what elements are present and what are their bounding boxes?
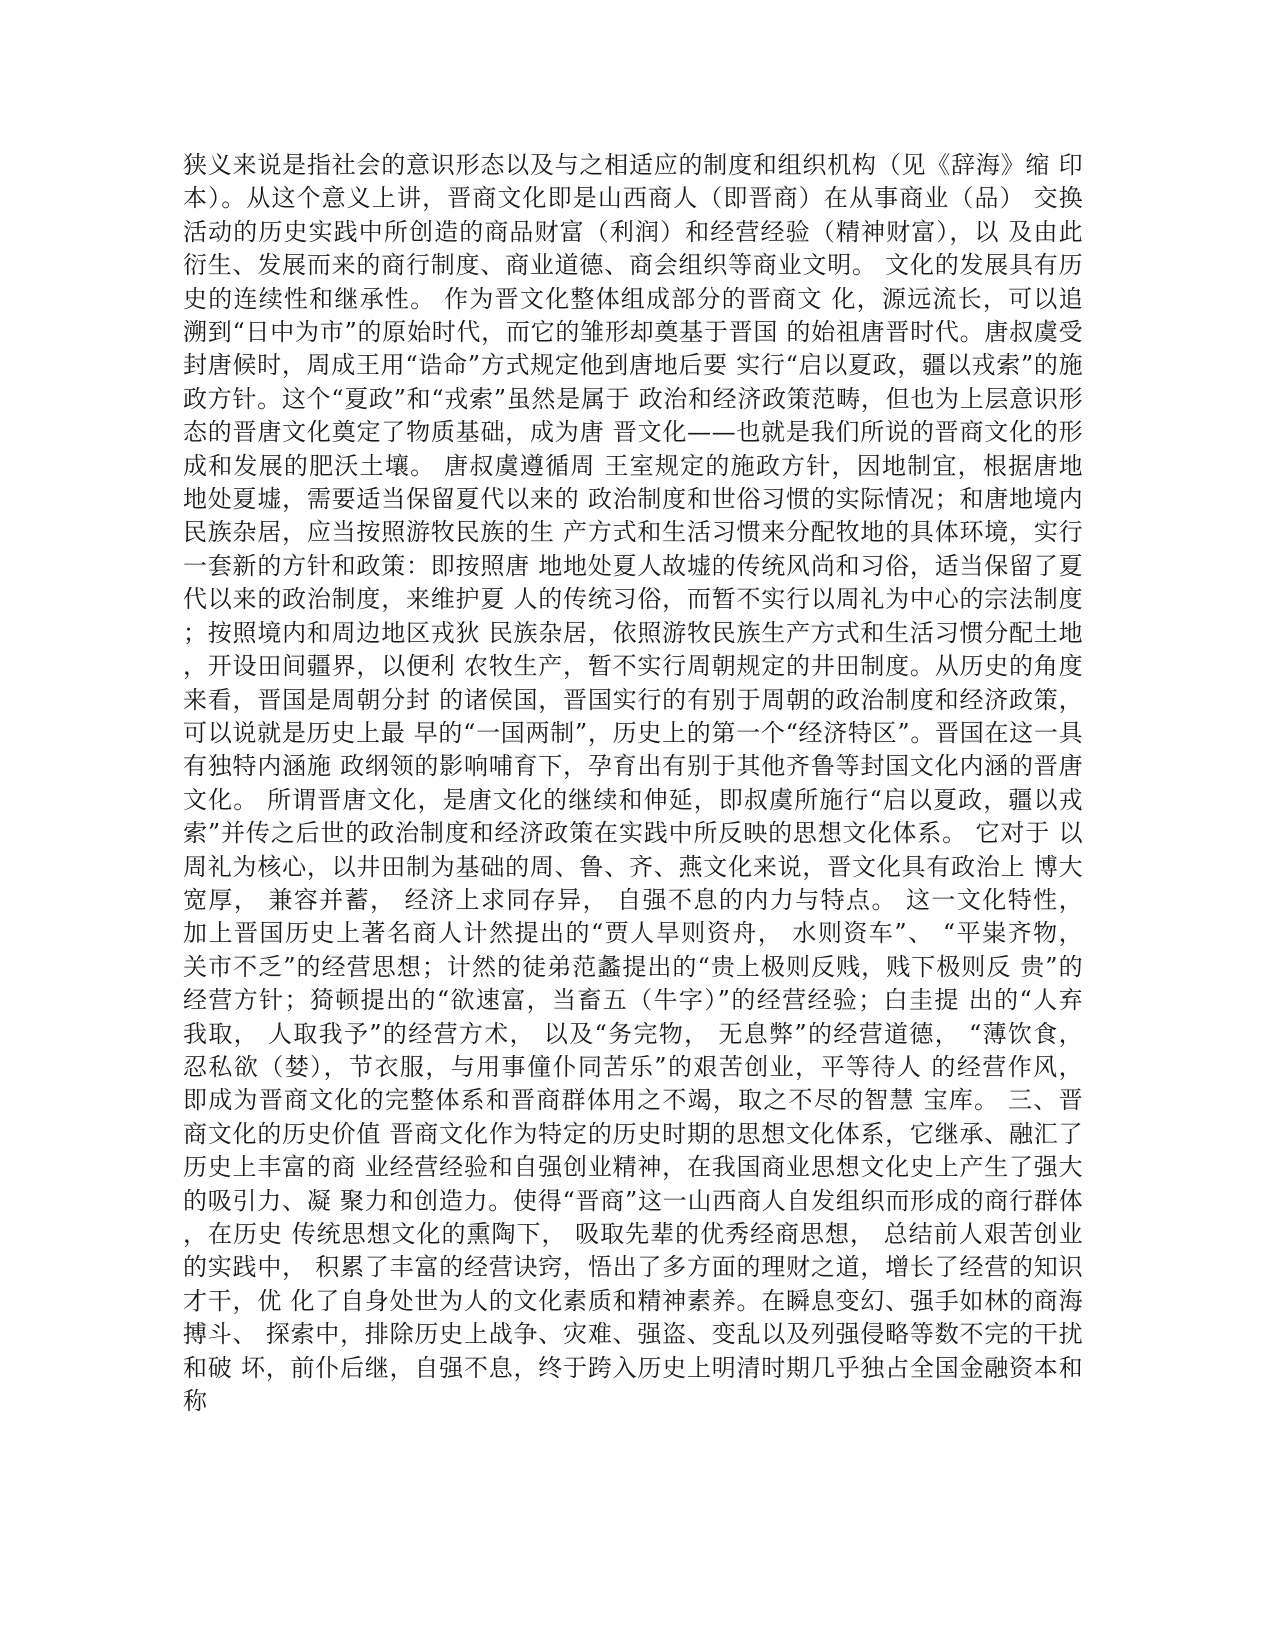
text-line: 历史上丰富的商 业经营经验和自强创业精神，在我国商业思想文化史上产生了强大 — [183, 1153, 1083, 1182]
text-line: ；按照境内和周边地区戎狄 民族杂居，依照游牧民族生产方式和生活习惯分配土地 — [183, 618, 1083, 647]
text-line: 一套新的方针和政策：即按照唐 地地处夏人故墟的传统风尚和习俗，适当保留了夏 — [183, 551, 1083, 580]
text-line: 和破 坏，前仆后继，自强不息，终于跨入历史上明清时期几乎独占全国金融资本和 — [183, 1353, 1083, 1382]
text-line: 有独特内涵施 政纲领的影响哺育下，孕育出有别于其他齐鲁等封国文化内涵的晋唐 — [183, 752, 1083, 781]
text-line: 政方针。这个“夏政”和“戎索”虽然是属于 政治和经济政策范畴，但也为上层意识形 — [183, 384, 1083, 413]
text-line: 文化。 所谓晋唐文化，是唐文化的继续和伸延，即叔虞所施行“启以夏政，疆以戎 — [183, 785, 1083, 814]
text-line: 地处夏墟，需要适当保留夏代以来的 政治制度和世俗习惯的实际情况；和唐地境内 — [183, 485, 1083, 514]
text-line: 狭义来说是指社会的意识形态以及与之相适应的制度和组织机构（见《辞海》缩 印 — [183, 151, 1083, 179]
text-line: 才干，优 化了自身处世为人的文化素质和精神素养。在瞬息变幻、强手如林的商海 — [183, 1286, 1083, 1315]
text-line: 即成为晋商文化的完整体系和晋商群体用之不竭，取之不尽的智慧 宝库。 三、晋 — [183, 1086, 1083, 1115]
text-line: 史的连续性和继承性。 作为晋文化整体组成部分的晋商文 化，源远流长，可以追 — [183, 284, 1083, 313]
text-line: 搏斗、 探索中，排除历史上战争、灾难、强盗、变乱以及列强侵略等数不完的干扰 — [183, 1320, 1083, 1349]
text-line: 经营方针；猗顿提出的“欲速富，当畜五（牛字）”的经营经验；白圭提 出的“人弃 — [183, 986, 1083, 1015]
text-line: 活动的历史实践中所创造的商品财富（利润）和经营经验（精神财富），以 及由此 — [183, 217, 1083, 246]
text-line: 成和发展的肥沃土壤。 唐叔虞遵循周 王室规定的施政方针，因地制宜，根据唐地 — [183, 451, 1083, 480]
text-line: ，开设田间疆界，以便利 农牧生产，暂不实行周朝规定的井田制度。从历史的角度 — [183, 652, 1083, 681]
text-line: 的吸引力、凝 聚力和创造力。使得“晋商”这一山西商人自发组织而形成的商行群体 — [183, 1186, 1083, 1215]
text-line: 封唐候时，周成王用“诰命”方式规定他到唐地后要 实行“启以夏政，疆以戎索”的施 — [183, 351, 1083, 380]
text-line: 本）。从这个意义上讲，晋商文化即是山西商人（即晋商）在从事商业（品） 交换 — [183, 184, 1083, 213]
text-line: 索”并传之后世的政治制度和经济政策在实践中所反映的思想文化体系。 它对于 以 — [183, 819, 1083, 848]
text-line: 态的晋唐文化奠定了物质基础，成为唐 晋文化——也就是我们所说的晋商文化的形 — [183, 418, 1083, 447]
body-text — [183, 149, 1083, 1418]
text-line: 衍生、发展而来的商行制度、商业道德、商会组织等商业文明。 文化的发展具有历 — [183, 251, 1083, 280]
text-line: 周礼为核心，以井田制为基础的周、鲁、齐、燕文化来说，晋文化具有政治上 博大 — [183, 852, 1083, 881]
text-line: 溯到“日中为市”的原始时代，而它的雏形却奠基于晋国 的始祖唐晋时代。唐叔虞受 — [183, 318, 1083, 347]
text-line: 民族杂居，应当按照游牧民族的生 产方式和生活习惯来分配牧地的具体环境，实行 — [183, 518, 1083, 547]
text-line: 关市不乏”的经营思想；计然的徒弟范蠡提出的“贵上极则反贱，贱下极则反 贵”的 — [183, 952, 1083, 981]
text-line: ，在历史 传统思想文化的熏陶下， 吸取先辈的优秀经商思想， 总结前人艰苦创业 — [183, 1220, 1083, 1248]
text-line: 称 — [183, 1387, 208, 1416]
text-line: 可以说就是历史上最 早的“一国两制”，历史上的第一个“经济特区”。晋国在这一具 — [183, 718, 1083, 747]
text-line: 商文化的历史价值 晋商文化作为特定的历史时期的思想文化体系，它继承、融汇了 — [183, 1119, 1083, 1148]
text-line: 加上晋国历史上著名商人计然提出的“贾人旱则资舟， 水则资车”、 “平粜齐物， — [183, 919, 1083, 948]
text-line: 我取， 人取我予”的经营方术， 以及“务完物， 无息弊”的经营道德， “薄饮食， — [183, 1019, 1083, 1048]
text-line: 代以来的政治制度，来维护夏 人的传统习俗，而暂不实行以周礼为中心的宗法制度 — [183, 585, 1083, 614]
text-line: 宽厚， 兼容并蓄， 经济上求同存异， 自强不息的内力与特点。 这一文化特性， — [183, 885, 1083, 914]
text-line: 的实践中， 积累了丰富的经营诀窍，悟出了多方面的理财之道，增长了经营的知识 — [183, 1253, 1083, 1282]
text-line: 来看，晋国是周朝分封 的诸侯国，晋国实行的有别于周朝的政治制度和经济政策， — [183, 685, 1083, 714]
text-line: 忍私欲（婪），节衣服，与用事僮仆同苦乐”的艰苦创业，平等待人 的经营作风， — [183, 1052, 1083, 1081]
